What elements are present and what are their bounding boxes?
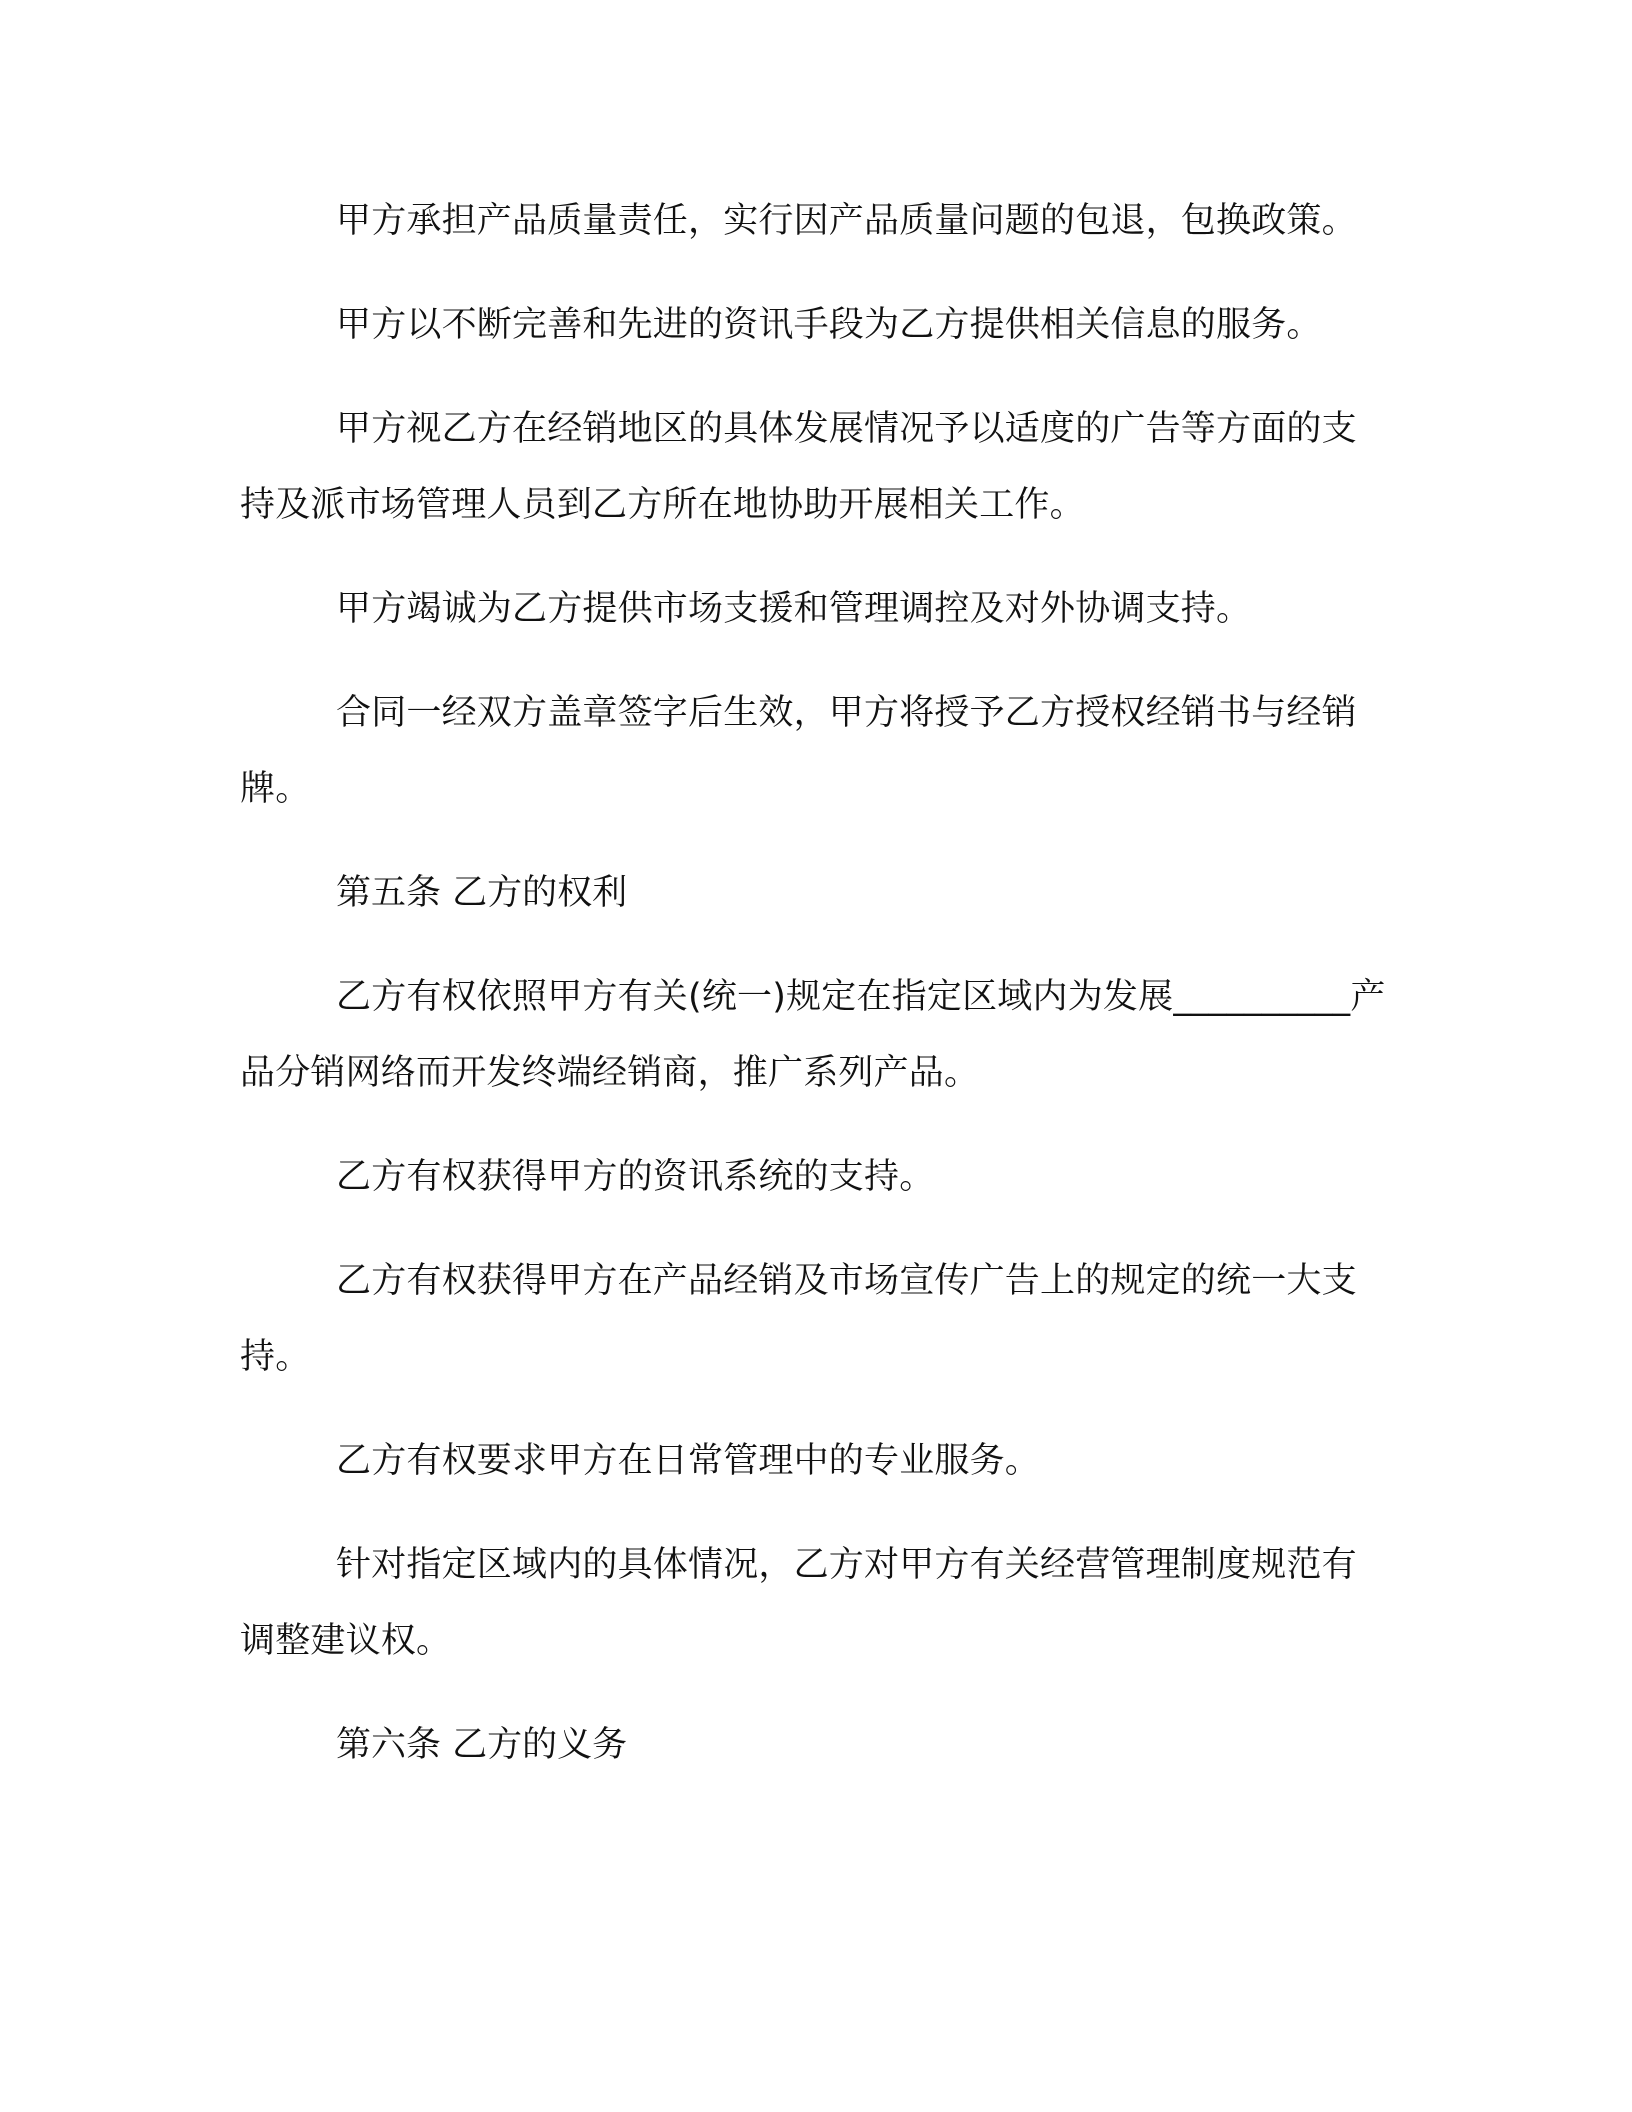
article-5-para1-lead: 乙方有权依照甲方有关(统一)规定在指定区域内为发展 <box>336 977 1174 1017</box>
article-5-para1-tail: 产品分销网络而开发终端经销商，推广系列产品。 <box>240 977 1386 1093</box>
article-5-paragraph-ad-support: 乙方有权获得甲方在产品经销及市场宣传广告上的规定的统一大支持。 <box>240 1261 1357 1377</box>
article-5-heading: 第五条 乙方的权利 <box>336 873 628 913</box>
paragraph-info-service: 甲方以不断完善和先进的资讯手段为乙方提供相关信息的服务。 <box>336 305 1322 345</box>
paragraph-contract-effective: 合同一经双方盖章签字后生效，甲方将授予乙方授权经销书与经销牌。 <box>240 693 1357 809</box>
paragraph-market-support: 甲方竭诚为乙方提供市场支援和管理调控及对外协调支持。 <box>336 589 1252 629</box>
article-5-paragraph-info-system: 乙方有权获得甲方的资讯系统的支持。 <box>336 1157 935 1197</box>
document-body <box>240 183 1390 1811</box>
article-5-paragraph-distribution <box>240 959 1390 1111</box>
article-5-paragraph-professional-service: 乙方有权要求甲方在日常管理中的专业服务。 <box>336 1441 1041 1481</box>
article-5-paragraph-adjustment-right: 针对指定区域内的具体情况，乙方对甲方有关经营管理制度规范有调整建议权。 <box>240 1545 1357 1661</box>
fill-in-blank: __________ <box>1173 977 1351 1017</box>
paragraph-quality-responsibility: 甲方承担产品质量责任，实行因产品质量问题的包退，包换政策。 <box>336 201 1357 241</box>
article-6-heading: 第六条 乙方的义务 <box>336 1725 628 1765</box>
paragraph-advertising-support: 甲方视乙方在经销地区的具体发展情况予以适度的广告等方面的支持及派市场管理人员到乙方所在地协助开展相关工作。 <box>240 409 1357 525</box>
